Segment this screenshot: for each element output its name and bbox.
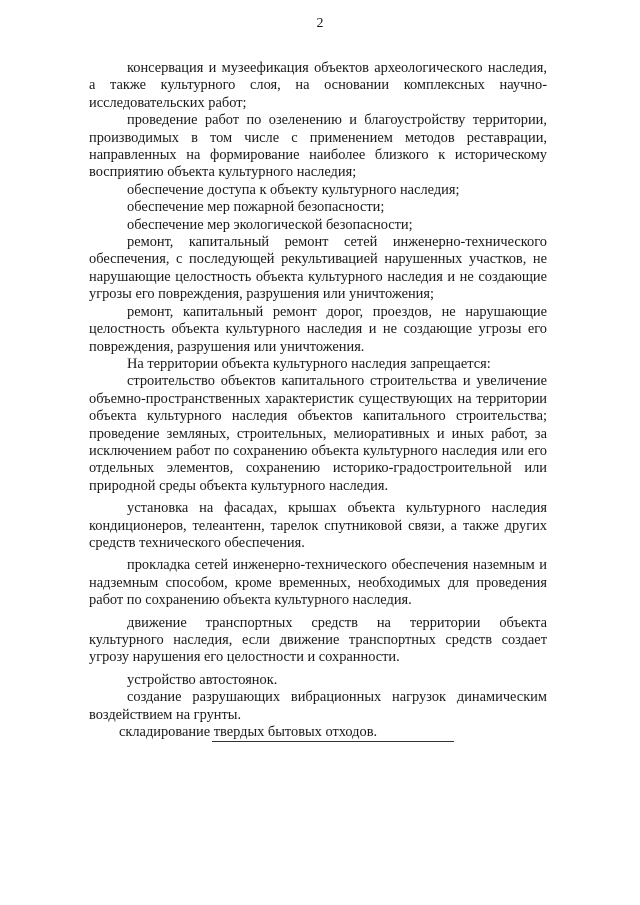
paragraph: установка на фасадах, крышах объекта культурного наследия кондиционеров, телеантенн, тарелок спутниковой связи, а также других средств технического обеспечения. [89,500,547,551]
paragraph: строительство объектов капитального строительства и увеличение объемно-пространственных характеристик существующих на территории объекта культурного наследия объектов капитального строительства; проведение земляных, строительных, мелиоративных и иных работ, за исключением работ по сохранению объекта культурного наследия или его отдельных элементов, сохранению историко-градостроительной или природной среды объекта культурного наследия. [89,373,547,494]
paragraph: устройство автостоянок. [127,671,278,688]
paragraph: ремонт, капитальный ремонт дорог, проездов, не нарушающие целостность объекта культурного наследия и не создающие угрозы его повреждения, разрушения или уничтожения. [89,303,547,355]
paragraph: обеспечение мер пожарной безопасности; [127,199,385,216]
paragraph: ремонт, капитальный ремонт сетей инженерно-технического обеспечения, с последующей рекультивацией нарушенных участков, не нарушающие целостность объекта культурного наследия и не создающие угрозы его повреждения, разрушения или уничтожения; [89,234,547,303]
closing-rule [212,741,454,742]
paragraph: консервация и музеефикация объектов археологического наследия, а также культурного слоя, на основании комплексных научно-исследовательских работ; [89,60,547,111]
paragraph: складирование твердых бытовых отходов. [119,724,378,741]
document-body [89,60,547,741]
page-number: 2 [316,16,324,31]
paragraph: прокладка сетей инженерно-технического обеспечения наземным и надземным способом, кроме временных, необходимых для проведения работ по сохранению объекта культурного наследия. [89,557,547,609]
paragraph: создание разрушающих вибрационных нагрузок динамическим воздействием на грунты. [89,689,547,723]
paragraph: обеспечение доступа к объекту культурного наследия; [127,181,460,198]
paragraph: проведение работ по озеленению и благоустройству территории, производимых в том числе с применением методов реставрации, направленных на формирование наиболее близкого к историческому восприятию объекта культурного наследия; [89,112,547,181]
paragraph: обеспечение мер экологической безопасности; [127,216,413,233]
paragraph: движение транспортных средств на территории объекта культурного наследия, если движение транспортных средств создает угрозу нарушения его целостности и сохранности. [89,614,547,666]
paragraph: На территории объекта культурного наследия запрещается: [127,355,491,372]
